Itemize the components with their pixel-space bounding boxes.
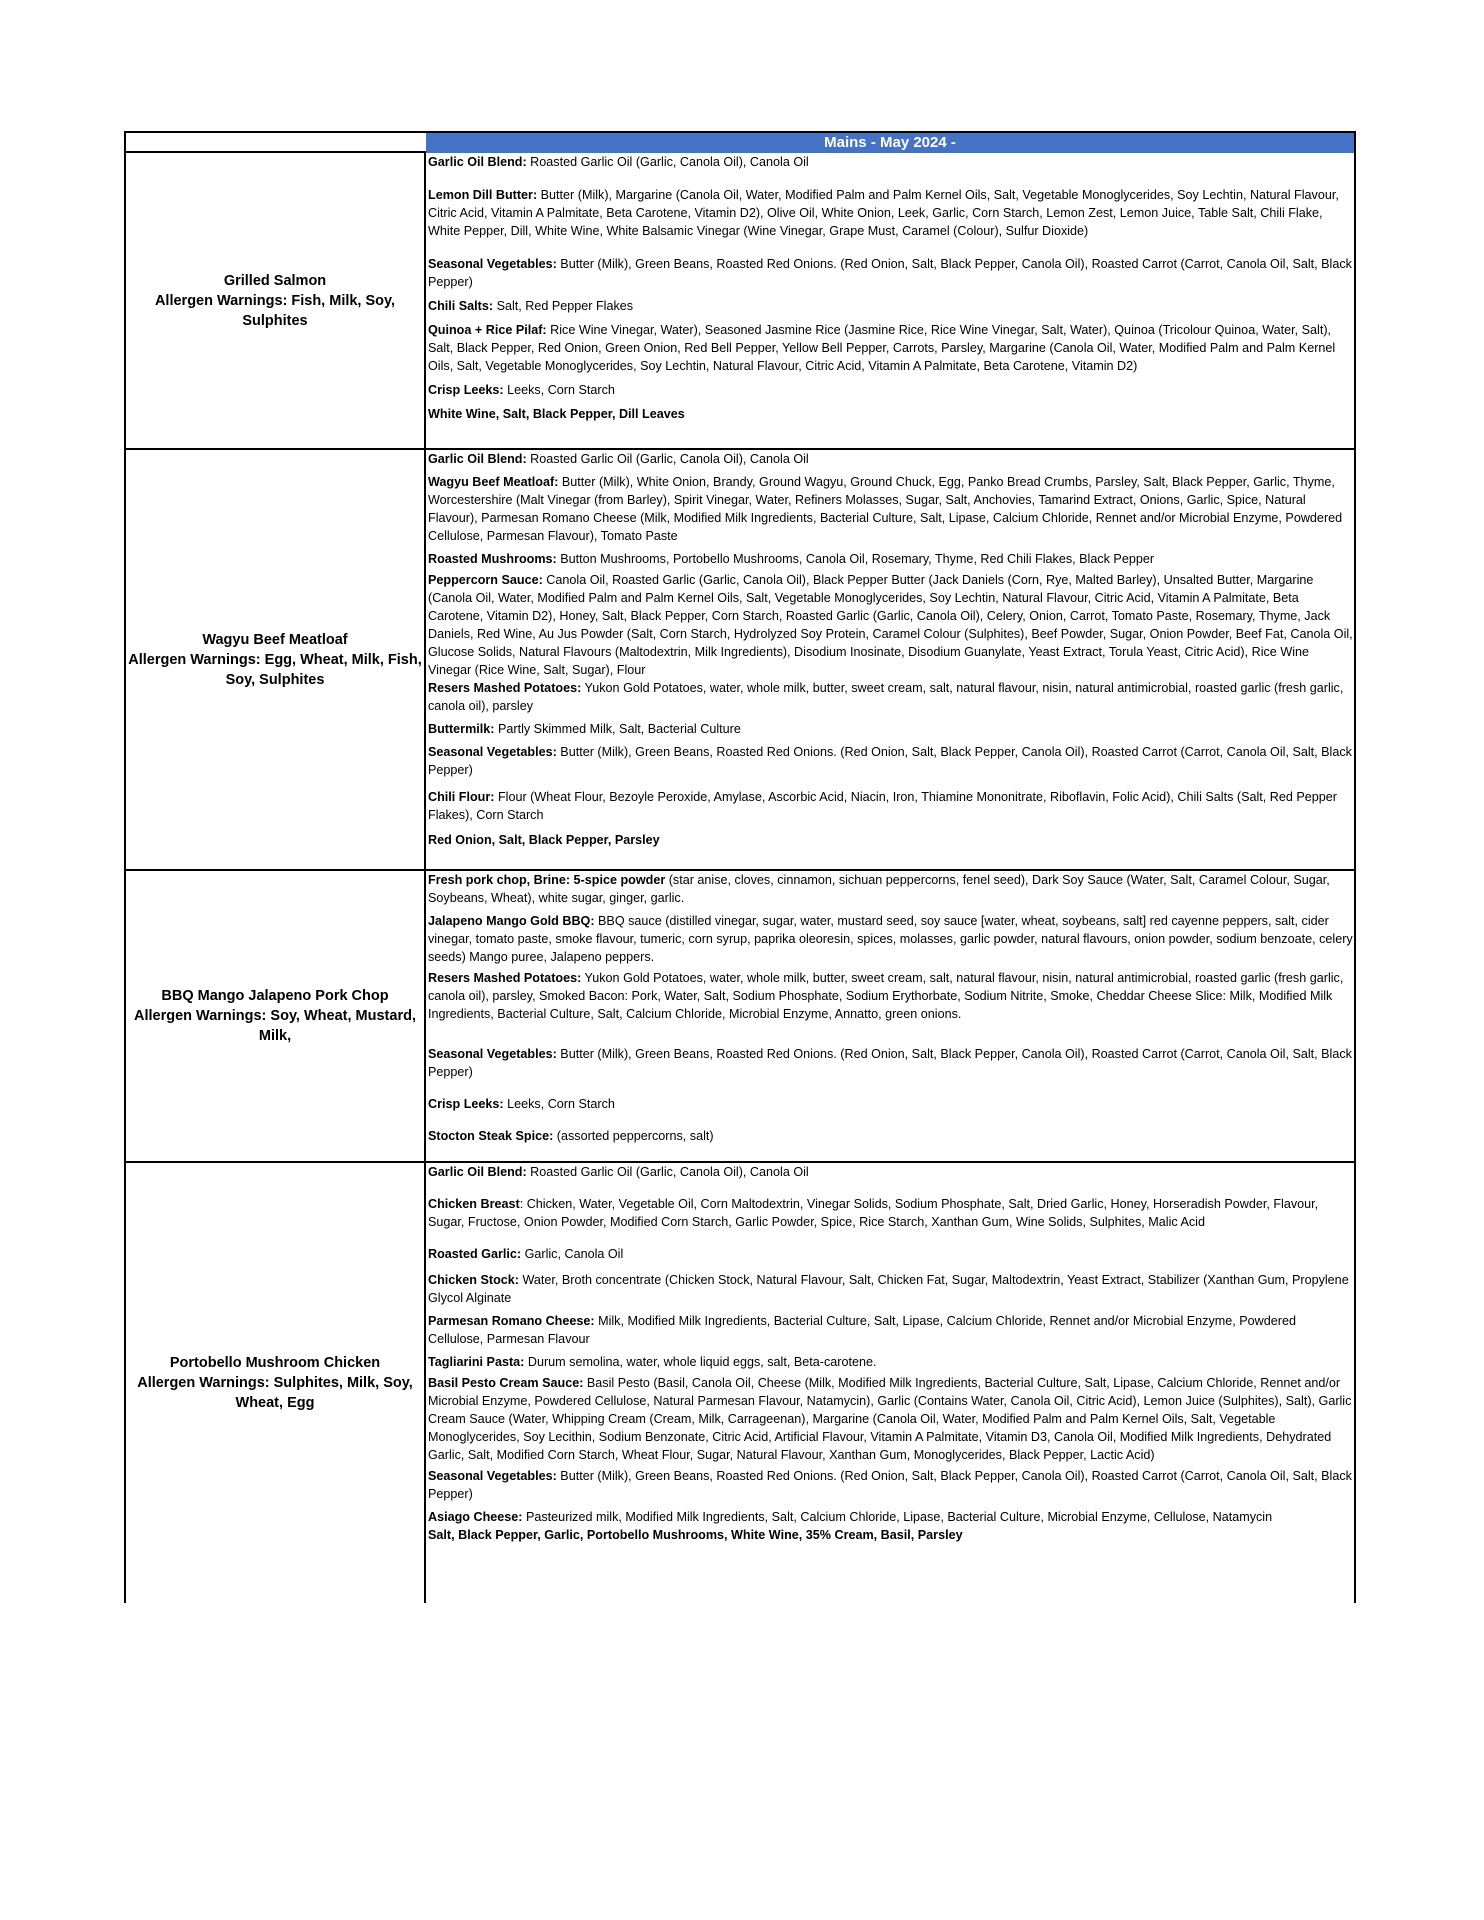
ingredient: Stocton Steak Spice: (assorted peppercorns, salt) xyxy=(428,1129,714,1143)
allergen-warnings: Allergen Warnings: Fish, Milk, Soy, Sulphites xyxy=(154,292,396,329)
ingredient: Basil Pesto Cream Sauce: Basil Pesto (Basil, Canola Oil, Cheese (Milk, Modified Milk Ingredients, Bacterial Culture, Salt, Lipase, Calcium Chloride, Rennet and/or Microbial Enzyme, Powdered Cellulose, Natural Parmesan Flavour, Natamycin), Garlic (Contains Water, Canola Oil, Citric Acid), Lemon Juice (Sulphites), Salt), Garlic Cream Sauce (Water, Whipping Cream (Cream, Milk, Carrageenan), Margarine (Canola Oil, Water, Modified Palm and Palm Kernel Oils, Salt, Vegetable Monoglycerides, Soy Lecithin, Sodium Benzonate, Citric Acid, Artificial Flavour, Vitamin A Palmitate, Vitamin D3, Canola Oil, Modified Milk Ingredients, Dehydrated Garlic, Salt, Modified Corn Starch, Wheat Flour, Sugar, Natural Flavour, Xanthan Gum, Monoglycerides, Black Pepper, Lactic Acid) xyxy=(428,1376,1352,1462)
ingredient: Roasted Garlic: Garlic, Canola Oil xyxy=(428,1247,624,1261)
ingredient: Quinoa + Rice Pilaf: Rice Wine Vinegar, Water), Seasoned Jasmine Rice (Jasmine Rice, Rice Wine Vinegar, Salt, Water), Quinoa (Tricolour Quinoa, Water, Salt), Salt, Black Pepper, Red Onion, Green Onion, Red Bell Pepper, Yellow Bell Pepper, Carrots, Parsley, Margarine (Canola Oil, Water, Modified Palm and Palm Kernel Oils, Salt, Vegetable Monoglycerides, Soy Lechtin, Natural Flavour, Citric Acid, Vitamin A Palmitate, Beta Carotene, Vitamin D2) xyxy=(428,323,1336,373)
menu-sheet xyxy=(124,131,1356,1603)
allergen-warnings: Allergen Warnings: Soy, Wheat, Mustard, Milk, xyxy=(134,1008,416,1044)
allergen-warnings: Allergen Warnings: Egg, Wheat, Milk, Fish, Soy, Sulphites xyxy=(128,651,422,688)
ingredients-cell xyxy=(426,871,1354,1161)
ingredient: Garlic Oil Blend: Roasted Garlic Oil (Garlic, Canola Oil), Canola Oil xyxy=(428,155,809,169)
ingredient: Buttermilk: Partly Skimmed Milk, Salt, Bacterial Culture xyxy=(428,722,741,736)
ingredient: Jalapeno Mango Gold BBQ: BBQ sauce (distilled vinegar, sugar, water, mustard seed, soy sauce [water, wheat, soybeans, salt] red cayenne peppers, salt, cider vinegar, tomato paste, smoke flavour, tumeric, corn syrup, paprika oleoresin, spices, molasses, garlic powder, natural flavours, onion powder, sodium benzoate, celery seeds) Mango puree, Jalapeno peppers. xyxy=(428,914,1353,964)
ingredient: Red Onion, Salt, Black Pepper, Parsley xyxy=(428,833,660,847)
table-header xyxy=(124,131,1356,153)
ingredient: Seasonal Vegetables: Butter (Milk), Green Beans, Roasted Red Onions. (Red Onion, Salt, Black Pepper, Canola Oil), Roasted Carrot (Carrot, Canola Oil, Salt, Black Pepper) xyxy=(428,1469,1352,1501)
ingredient: Garlic Oil Blend: Roasted Garlic Oil (Garlic, Canola Oil), Canola Oil xyxy=(428,1165,809,1179)
dish-name: Portobello Mushroom Chicken xyxy=(169,1355,381,1371)
ingredient: Wagyu Beef Meatloaf: Butter (Milk), White Onion, Brandy, Ground Wagyu, Ground Chuck, Egg, Panko Bread Crumbs, Parsley, Salt, Black Pepper, Garlic, Thyme, Worcestershire (Malt Vinegar (from Barley), Spirit Vinegar, Water, Refiners Molasses, Sugar, Salt, Anchovies, Tamarind Extract, Onions, Garlic, Spice, Natural Flavour), Parmesan Romano Cheese (Milk, Modified Milk Ingredients, Bacterial Culture, Salt, Lipase, Calcium Chloride, Rennet and/or Microbial Enzyme, Powdered Cellulose, Parmesan Flavour), Tomato Paste xyxy=(428,475,1343,543)
dish-name: BBQ Mango Jalapeno Pork Chop xyxy=(161,988,389,1004)
dish-row xyxy=(124,153,1356,450)
ingredient: Parmesan Romano Cheese: Milk, Modified Milk Ingredients, Bacterial Culture, Salt, Lipase, Calcium Chloride, Rennet and/or Microbial Enzyme, Powdered Cellulose, Parmesan Flavour xyxy=(428,1314,1296,1346)
ingredient: Fresh pork chop, Brine: 5-spice powder (star anise, cloves, cinnamon, sichuan peppercorns, fenel seed), Dark Soy Sauce (Water, Salt, Caramel Colour, Sugar, Soybeans, Wheat), white sugar, ginger, garlic. xyxy=(428,873,1330,905)
dish-name-cell xyxy=(126,871,426,1161)
ingredient: Chili Flour: Flour (Wheat Flour, Bezoyle Peroxide, Amylase, Ascorbic Acid, Niacin, Iron, Thiamine Mononitrate, Riboflavin, Folic Acid), Chili Salts (Salt, Red Pepper Flakes), Corn Starch xyxy=(428,790,1337,822)
ingredient: Crisp Leeks: Leeks, Corn Starch xyxy=(428,383,615,397)
ingredient: Chicken Stock: Water, Broth concentrate (Chicken Stock, Natural Flavour, Salt, Chicken Fat, Sugar, Maltodextrin, Yeast Extract, Stabilizer (Xanthan Gum, Propylene Glycol Alginate xyxy=(428,1273,1349,1305)
ingredient: Salt, Black Pepper, Garlic, Portobello Mushrooms, White Wine, 35% Cream, Basil, Parsley xyxy=(428,1528,963,1542)
ingredient: Seasonal Vegetables: Butter (Milk), Green Beans, Roasted Red Onions. (Red Onion, Salt, Black Pepper, Canola Oil), Roasted Carrot (Carrot, Canola Oil, Salt, Black Pepper) xyxy=(428,257,1352,289)
ingredients-cell xyxy=(426,1163,1354,1603)
ingredient: Garlic Oil Blend: Roasted Garlic Oil (Garlic, Canola Oil), Canola Oil xyxy=(428,452,809,466)
ingredient: Lemon Dill Butter: Butter (Milk), Margarine (Canola Oil, Water, Modified Palm and Palm Kernel Oils, Salt, Vegetable Monoglycerides, Soy Lechtin, Natural Flavour, Citric Acid, Vitamin A Palmitate, Beta Carotene, Vitamin D2), Olive Oil, White Onion, Leek, Garlic, Corn Starch, Lemon Zest, Lemon Juice, Table Salt, Chili Flake, White Pepper, Dill, White Wine, White Balsamic Vinegar (Wine Vinegar, Grape Must, Caramel (Colour), Sulfur Dioxide) xyxy=(428,188,1339,238)
ingredient: Crisp Leeks: Leeks, Corn Starch xyxy=(428,1097,615,1111)
ingredient: Resers Mashed Potatoes: Yukon Gold Potatoes, water, whole milk, butter, sweet cream, salt, natural flavour, nisin, natural antimicrobial, roasted garlic (fresh garlic, canola oil), parsley xyxy=(428,681,1344,713)
ingredient: White Wine, Salt, Black Pepper, Dill Leaves xyxy=(428,407,685,421)
dish-name: Grilled Salmon xyxy=(223,272,327,289)
ingredient: Seasonal Vegetables: Butter (Milk), Green Beans, Roasted Red Onions. (Red Onion, Salt, Black Pepper, Canola Oil), Roasted Carrot (Carrot, Canola Oil, Salt, Black Pepper) xyxy=(428,745,1352,777)
ingredient: Asiago Cheese: Pasteurized milk, Modified Milk Ingredients, Salt, Calcium Chloride, Lipase, Bacterial Culture, Microbial Enzyme, Cellulose, Natamycin xyxy=(428,1510,1273,1524)
ingredient: Roasted Mushrooms: Button Mushrooms, Portobello Mushrooms, Canola Oil, Rosemary, Thyme, Red Chili Flakes, Black Pepper xyxy=(428,552,1155,566)
dish-name-cell xyxy=(126,153,426,448)
allergen-warnings: Allergen Warnings: Sulphites, Milk, Soy, Wheat, Egg xyxy=(137,1375,413,1411)
dish-name-cell xyxy=(126,450,426,869)
ingredient: Tagliarini Pasta: Durum semolina, water, whole liquid eggs, salt, Beta-carotene. xyxy=(428,1355,877,1369)
ingredients-cell xyxy=(426,153,1354,448)
ingredient: Resers Mashed Potatoes: Yukon Gold Potatoes, water, whole milk, butter, sweet cream, salt, natural flavour, nisin, natural antimicrobial, roasted garlic (fresh garlic, canola oil), parsley, Smoked Bacon: Pork, Water, Salt, Sodium Phosphate, Sodium Erythorbate, Sodium Nitrite, Smoke, Cheddar Cheese Slice: Milk, Modified Milk Ingredients, Bacterial Culture, Salt, Calcium Chloride, Microbial Enzyme, Annatto, green onions. xyxy=(428,971,1344,1021)
ingredient: Chili Salts: Salt, Red Pepper Flakes xyxy=(428,299,634,313)
page-title: Mains - May 2024 - xyxy=(426,133,1356,153)
ingredient: Seasonal Vegetables: Butter (Milk), Green Beans, Roasted Red Onions. (Red Onion, Salt, Black Pepper, Canola Oil), Roasted Carrot (Carrot, Canola Oil, Salt, Black Pepper) xyxy=(428,1047,1352,1079)
dish-row xyxy=(124,1163,1356,1603)
dish-row xyxy=(124,871,1356,1163)
ingredient: Peppercorn Sauce: Canola Oil, Roasted Garlic (Garlic, Canola Oil), Black Pepper Butter (Jack Daniels (Corn, Rye, Malted Barley), Unsalted Butter, Margarine (Canola Oil, Water, Modified Palm and Palm Kernel Oils, Salt, Vegetable Monoglycerides, Soy Lechtin, Natural Flavour, Citric Acid, Vitamin A Palmitate, Beta Carotene, Vitamin D2), Honey, Salt, Black Pepper, Corn Starch, Roasted Garlic (Garlic, Canola Oil), Celery, Onion, Carrot, Tomato Paste, Rosemary, Thyme, Jack Daniels, Red Wine, Au Jus Powder (Salt, Corn Starch, Hydrolyzed Soy Protein, Caramel Colour (Sulphites), Beef Powder, Sugar, Onion Powder, Beef Fat, Canola Oil, Glucose Solids, Natural Flavours (Maltodextrin, Milk Ingredients), Disodium Inosinate, Disodium Guanylate, Yeast Extract, Torula Yeast, Citric Acid), Rice Wine Vinegar (Rice Wine, Salt, Sugar), Flour xyxy=(428,573,1353,677)
ingredient: Chicken Breast: Chicken, Water, Vegetable Oil, Corn Maltodextrin, Vinegar Solids, Sodium Phosphate, Salt, Dried Garlic, Honey, Horseradish Powder, Flavour, Sugar, Fructose, Onion Powder, Modified Corn Starch, Garlic Powder, Spice, Rice Starch, Xanthan Gum, Wine Solids, Sulphites, Malic Acid xyxy=(428,1197,1319,1229)
ingredients-cell xyxy=(426,450,1354,869)
dish-name: Wagyu Beef Meatloaf xyxy=(202,631,348,648)
dish-row xyxy=(124,450,1356,871)
dish-name-cell xyxy=(126,1163,426,1603)
